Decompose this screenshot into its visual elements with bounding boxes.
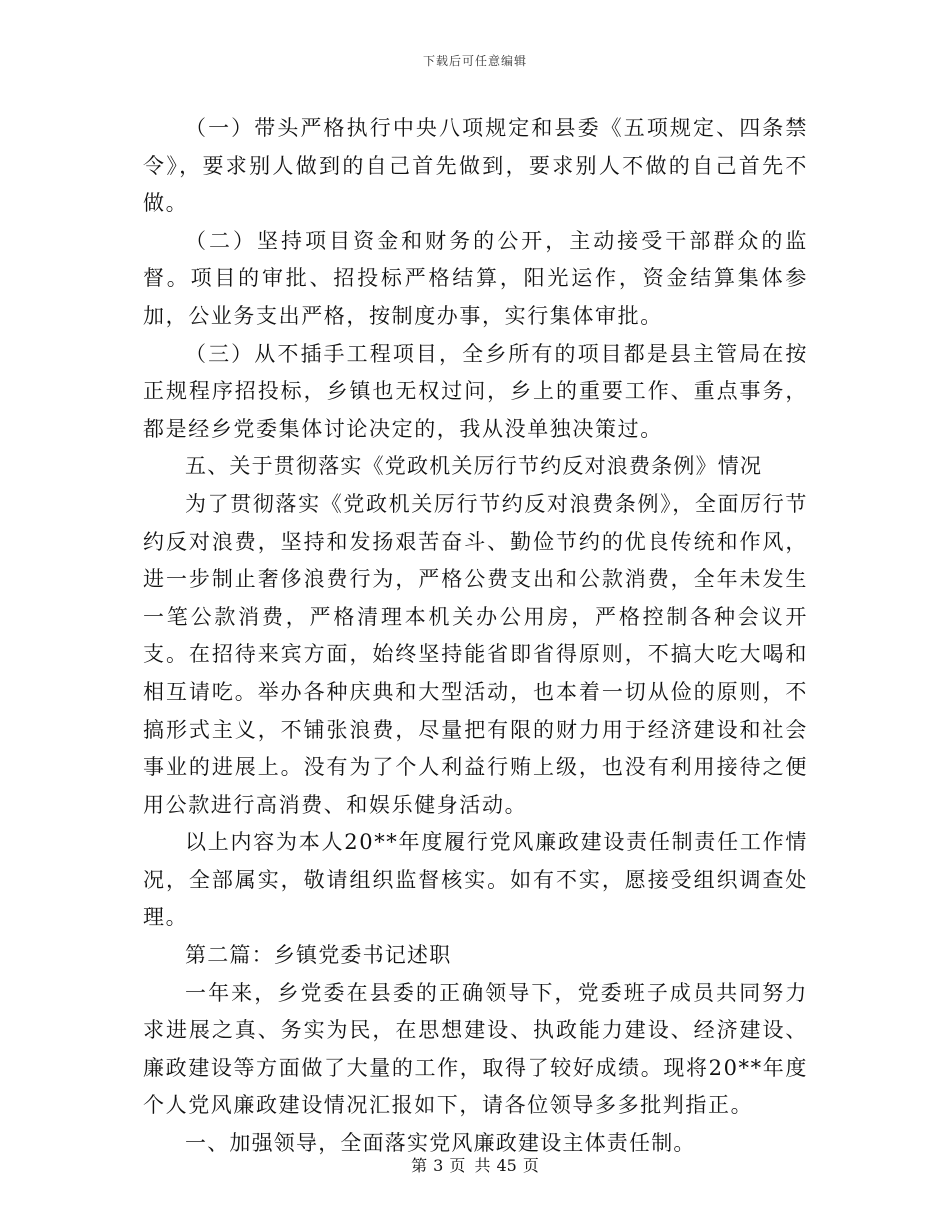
page-header-note: 下载后可任意编辑 (422, 54, 527, 68)
page-label-prefix: 第 (411, 1156, 428, 1175)
chapter-heading-second: 第二篇：乡镇党委书记述职 (185, 943, 452, 968)
total-pages-number: 45 (496, 1156, 517, 1175)
paragraph-intro: 一年来，乡党委在县委的正确领导下，党委班子成员共同努力求进展之真、务实为民，在思想建设、执政能力建设、经济建设、廉政建设等方面做了大量的工作，取得了较好成绩。现将20**年度个人党风廉政建设情况汇报如下，请各位领导多多批判指正。 (143, 980, 808, 1118)
paragraph-frugality: 为了贯彻落实《党政机关厉行节约反对浪费条例》，全面厉行节约反对浪费，坚持和发扬艰苦奋斗、勤俭节约的优良传统和作风，进一步制止奢侈浪费行为，严格公费支出和公款消费，全年未发生一笔公款消费，严格清理本机关办公用房，严格控制各种会议开支。在招待来宾方面，始终坚持能省即省得原则，不搞大吃大喝和相互请吃。举办各种庆典和大型活动，也本着一切从俭的原则，不搞形式主义，不铺张浪费，尽量把有限的财力用于经济建设和社会事业的进展上。没有为了个人利益行贿上级，也没有利用接待之便用公款进行高消费、和娱乐健身活动。 (143, 491, 808, 817)
section-heading-one: 一、加强领导，全面落实党风廉政建设主体责任制。 (185, 1131, 696, 1156)
page-footer (0, 1153, 950, 1176)
current-page-number: 3 (433, 1156, 444, 1175)
paragraph-item-1: （一）带头严格执行中央八项规定和县委《五项规定、四条禁令》，要求别人做到的自己首先做到，要求别人不做的自己首先不做。 (143, 116, 808, 216)
document-body (143, 110, 808, 1163)
section-heading-five: 五、关于贯彻落实《党政机关厉行节约反对浪费条例》情况 (185, 454, 763, 479)
paragraph-statement: 以上内容为本人20**年度履行党风廉政建设责任制责任工作情况，全部属实，敬请组织监督核实。如有不实，愿接受组织调查处理。 (143, 830, 808, 930)
page-label-mid: 页 共 (449, 1156, 491, 1175)
page-label-suffix: 页 (522, 1156, 539, 1175)
paragraph-item-3: （三）从不插手工程项目，全乡所有的项目都是县主管局在按正规程序招投标，乡镇也无权过问，乡上的重要工作、重点事务，都是经乡党委集体讨论决定的，我从没单独决策过。 (143, 341, 808, 441)
paragraph-item-2: （二）坚持项目资金和财务的公开，主动接受干部群众的监督。项目的审批、招投标严格结算，阳光运作，资金结算集体参加，公业务支出严格，按制度办事，实行集体审批。 (143, 228, 808, 328)
